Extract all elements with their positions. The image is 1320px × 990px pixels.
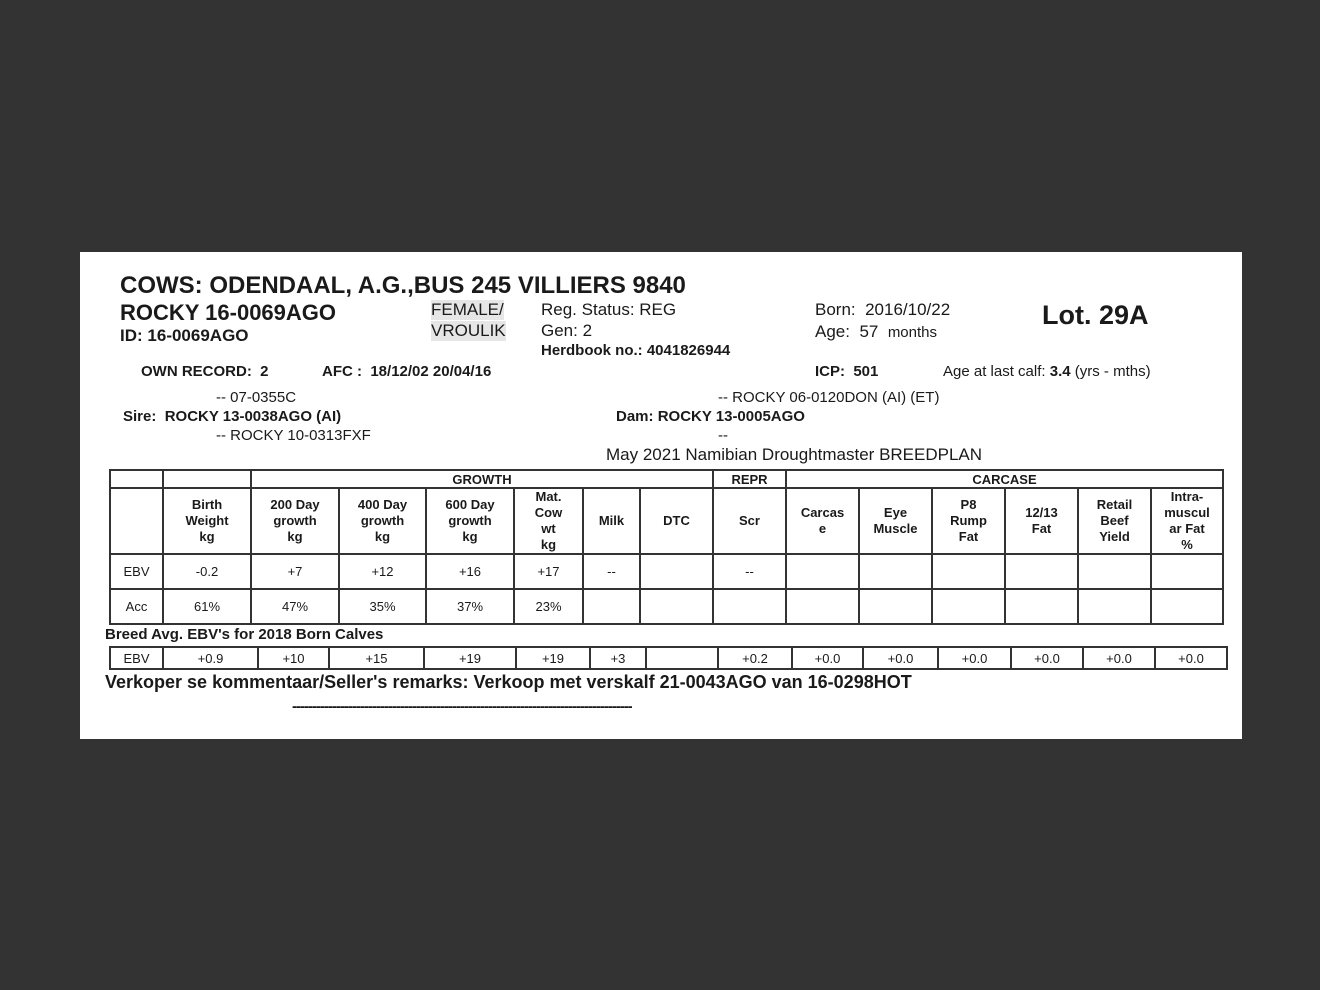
dam-dam: -- <box>718 427 728 444</box>
reg-status: Reg. Status: REG <box>541 300 677 319</box>
table-cell <box>640 589 713 624</box>
column-header <box>1078 488 1151 554</box>
breed-avg-cell: +0.0 <box>1011 647 1083 669</box>
id-label: ID: <box>120 326 143 345</box>
row-label: EBV <box>110 647 163 669</box>
born-date <box>815 300 950 320</box>
breed-avg-cell <box>646 647 718 669</box>
sale-lot-card <box>80 252 1242 739</box>
sire-value: ROCKY 13-0038AGO (AI) <box>164 408 342 425</box>
column-header <box>514 488 583 554</box>
column-header-line: Eye <box>883 505 908 520</box>
breed-avg-cell: +3 <box>590 647 646 669</box>
column-header-line: growth <box>448 513 492 528</box>
column-header <box>859 488 932 554</box>
born-value: 2016/10/22 <box>865 300 951 319</box>
column-header <box>163 488 251 554</box>
breed-avg-cell: +0.0 <box>792 647 863 669</box>
column-header-line: Yield <box>1099 529 1130 544</box>
table-cell: 61% <box>163 589 251 624</box>
breed-avg-cell: +10 <box>258 647 329 669</box>
column-header-line: growth <box>273 513 317 528</box>
breedplan-title: May 2021 Namibian Droughtmaster BREEDPLAN <box>606 445 983 464</box>
column-header-line: Intra- <box>1170 489 1204 504</box>
column-header-line: Mat. <box>535 489 562 504</box>
sire <box>123 408 341 425</box>
age-at-last-calf <box>943 363 1151 380</box>
table-cell: +16 <box>426 554 514 589</box>
ebv-table <box>109 469 1224 625</box>
table-cell <box>713 589 786 624</box>
table-cell <box>786 554 859 589</box>
column-header-line: kg <box>462 529 478 544</box>
table-cell: 37% <box>426 589 514 624</box>
icp-label: ICP: <box>815 363 845 380</box>
breed-avg-cell: +19 <box>424 647 516 669</box>
column-header-line: Retail <box>1096 497 1133 512</box>
age-last-calf-label: Age at last calf: <box>943 363 1046 380</box>
afc-value: 18/12/02 20/04/16 <box>370 363 492 380</box>
group-growth: GROWTH <box>251 470 713 488</box>
own-record-label: OWN RECORD: <box>141 363 252 380</box>
column-header-line: % <box>1181 537 1193 552</box>
column-header <box>426 488 514 554</box>
seller-remarks: Verkoper se kommentaar/Seller's remarks: Verkoop met verskalf 21-0043AGO van 16-0298HOT <box>105 672 912 692</box>
sire-label: Sire: <box>123 408 157 425</box>
dam-value: ROCKY 13-0005AGO <box>657 408 805 425</box>
age-last-calf-unit: (yrs - mths) <box>1074 363 1151 380</box>
table-cell <box>859 589 932 624</box>
table-cell <box>859 554 932 589</box>
column-header <box>713 488 786 554</box>
column-header-line: Milk <box>598 513 625 528</box>
breed-avg-cell: +0.0 <box>938 647 1011 669</box>
table-cell: 23% <box>514 589 583 624</box>
age-unit: months <box>887 324 938 341</box>
column-header <box>1151 488 1223 554</box>
table-cell <box>786 589 859 624</box>
table-cell <box>583 589 640 624</box>
column-header <box>786 488 859 554</box>
column-header <box>640 488 713 554</box>
column-header-line: 600 Day <box>445 497 495 512</box>
table-cell <box>932 589 1005 624</box>
table-cell: +17 <box>514 554 583 589</box>
dam <box>616 408 805 425</box>
table-cell: 35% <box>339 589 426 624</box>
sex-english: FEMALE/ <box>431 300 504 319</box>
group-empty-birth <box>163 470 251 488</box>
column-header-line: kg <box>540 537 557 552</box>
header-corner <box>110 488 163 554</box>
column-header-line: Rump <box>950 513 987 528</box>
dam-label: Dam: <box>616 408 654 425</box>
breed-avg-cell: +0.2 <box>718 647 792 669</box>
column-header-line: Cow <box>534 505 563 520</box>
column-header-line: ar Fat <box>1169 521 1205 536</box>
column-header-line: 400 Day <box>357 497 408 512</box>
column-header-row <box>110 488 1223 554</box>
column-header-line: Fat <box>1031 521 1052 536</box>
column-header-line: kg <box>374 529 391 544</box>
column-header <box>251 488 339 554</box>
breed-avg-cell: +0.9 <box>163 647 258 669</box>
born-label: Born: <box>815 300 856 319</box>
lot-number: Lot. 29A <box>1042 300 1149 330</box>
column-header-line: Weight <box>185 513 229 528</box>
table-cell: +7 <box>251 554 339 589</box>
age-label: Age: <box>815 322 850 341</box>
herdbook-number <box>541 342 730 359</box>
column-header <box>1005 488 1078 554</box>
sex-afrikaans: VROULIK <box>431 321 506 340</box>
sire-sire: -- 07-0355C <box>216 389 297 406</box>
column-header-line: Fat <box>958 529 979 544</box>
column-header-line: kg <box>199 529 215 544</box>
own-record <box>141 363 269 380</box>
row-label: Acc <box>110 589 163 624</box>
group-carcase: CARCASE <box>786 470 1223 488</box>
ebv-row <box>110 554 1223 589</box>
breed-avg-cell: +0.0 <box>1083 647 1155 669</box>
dam-sire: -- ROCKY 06-0120DON (AI) (ET) <box>718 389 940 406</box>
afc-label: AFC : <box>322 363 362 380</box>
column-header <box>932 488 1005 554</box>
breed-avg-row <box>110 647 1227 669</box>
table-cell: +12 <box>339 554 426 589</box>
column-header <box>339 488 426 554</box>
afc <box>322 363 491 380</box>
age-last-calf-value: 3.4 <box>1049 363 1071 380</box>
group-repr: REPR <box>713 470 786 488</box>
table-cell <box>1005 589 1078 624</box>
column-header-line: 12/13 <box>1025 505 1058 520</box>
breed-avg-cell: +0.0 <box>863 647 938 669</box>
herdbook-label: Herdbook no.: <box>541 342 643 359</box>
table-cell <box>1078 554 1151 589</box>
animal-name: ROCKY 16-0069AGO <box>120 300 337 325</box>
row-label: EBV <box>110 554 163 589</box>
column-header-line: kg <box>287 529 303 544</box>
column-header-line: P8 <box>960 497 977 512</box>
column-header-line: Muscle <box>873 521 918 536</box>
animal-id <box>120 326 249 346</box>
column-header-line: Scr <box>739 513 760 528</box>
generation: Gen: 2 <box>541 321 593 340</box>
id-value: 16-0069AGO <box>147 326 249 345</box>
column-header <box>583 488 640 554</box>
breed-avg-table <box>109 646 1228 670</box>
acc-row <box>110 589 1223 624</box>
own-record-value: 2 <box>260 363 269 380</box>
sire-dam: -- ROCKY 10-0313FXF <box>216 427 371 444</box>
table-cell: 47% <box>251 589 339 624</box>
table-cell <box>1005 554 1078 589</box>
column-header-line: 200 Day <box>270 497 320 512</box>
breed-avg-cell: +19 <box>516 647 590 669</box>
column-header-line: growth <box>360 513 405 528</box>
breed-avg-cell: +15 <box>329 647 424 669</box>
column-header-line: DTC <box>663 513 690 528</box>
breed-avg-title: Breed Avg. EBV's for 2018 Born Calves <box>105 626 384 643</box>
table-cell <box>1151 589 1223 624</box>
age <box>815 322 937 342</box>
remarks-dashes: ------------------------------------------------------------------------------------- <box>292 698 632 715</box>
icp-value: 501 <box>853 363 879 380</box>
herdbook-value: 4041826944 <box>646 342 731 359</box>
owner-line: COWS: ODENDAAL, A.G.,BUS 245 VILLIERS 9840 <box>120 272 686 299</box>
column-header-line: wt <box>541 521 556 536</box>
column-header-line: muscul <box>1164 505 1210 520</box>
table-cell <box>1151 554 1223 589</box>
column-header-line: Carcas <box>800 505 845 520</box>
table-cell <box>1078 589 1151 624</box>
age-value: 57 <box>859 322 879 341</box>
table-cell <box>640 554 713 589</box>
group-header-row <box>110 470 1223 488</box>
column-header-line: Beef <box>1100 513 1129 528</box>
table-cell: -0.2 <box>163 554 251 589</box>
table-cell <box>932 554 1005 589</box>
breed-avg-cell: +0.0 <box>1155 647 1227 669</box>
table-cell: -- <box>583 554 640 589</box>
icp <box>815 363 878 380</box>
table-cell: -- <box>713 554 786 589</box>
column-header-line: Birth <box>191 497 223 512</box>
column-header-line: e <box>818 521 827 536</box>
group-empty-label <box>110 470 163 488</box>
